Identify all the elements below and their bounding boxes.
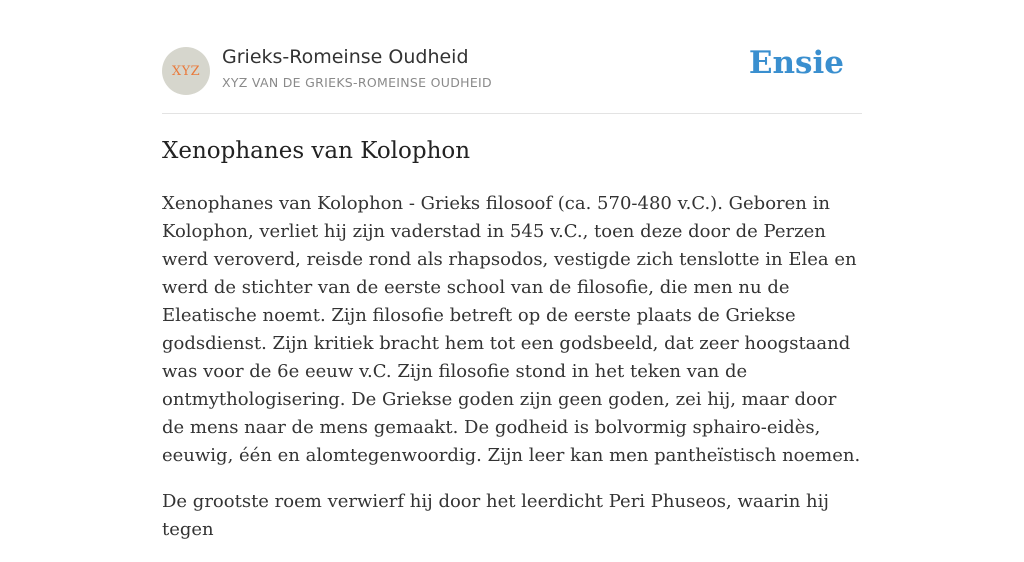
entry-body (162, 190, 862, 562)
source-title-link[interactable]: Grieks-Romeinse Oudheid (222, 46, 469, 68)
content-container (162, 0, 862, 540)
source-header (162, 0, 862, 114)
ensie-logo[interactable]: Ensie (748, 45, 844, 81)
entry-title: Xenophanes van Kolophon (162, 138, 471, 164)
entry-paragraph: De grootste roem verwierf hij door het leerdicht Peri Phuseos, waarin hij tegen (162, 491, 829, 540)
source-subtitle: XYZ VAN DE GRIEKS-ROMEINSE OUDHEID (222, 75, 492, 90)
source-avatar[interactable]: XYZ (162, 47, 210, 95)
entry-paragraph: Xenophanes van Kolophon - Grieks filosoof (ca. 570-480 v.C.). Geboren in Kolophon, verliet hij zijn vaderstad in 545 v.C., toen deze door de Perzen werd veroverd, reisde rond als rhapsodos, vestigde zich tenslotte in Elea en werd de stichter van de eerste school van de filosofie, die men nu de Eleatische noemt. Zijn filosofie betreft op de eerste plaats de Griekse godsdienst. Zijn kritiek bracht hem tot een godsbeeld, dat zeer hoogstaand was voor de 6e eeuw v.C. Zijn filosofie stond in het teken van de ontmythologisering. De Griekse goden zijn geen goden, zei hij, maar door de mens naar de mens gemaakt. De godheid is bolvormig sphairo-eidès, eeuwig, één en alomtegenwoordig. Zijn leer kan men pantheïstisch noemen. (162, 193, 861, 466)
